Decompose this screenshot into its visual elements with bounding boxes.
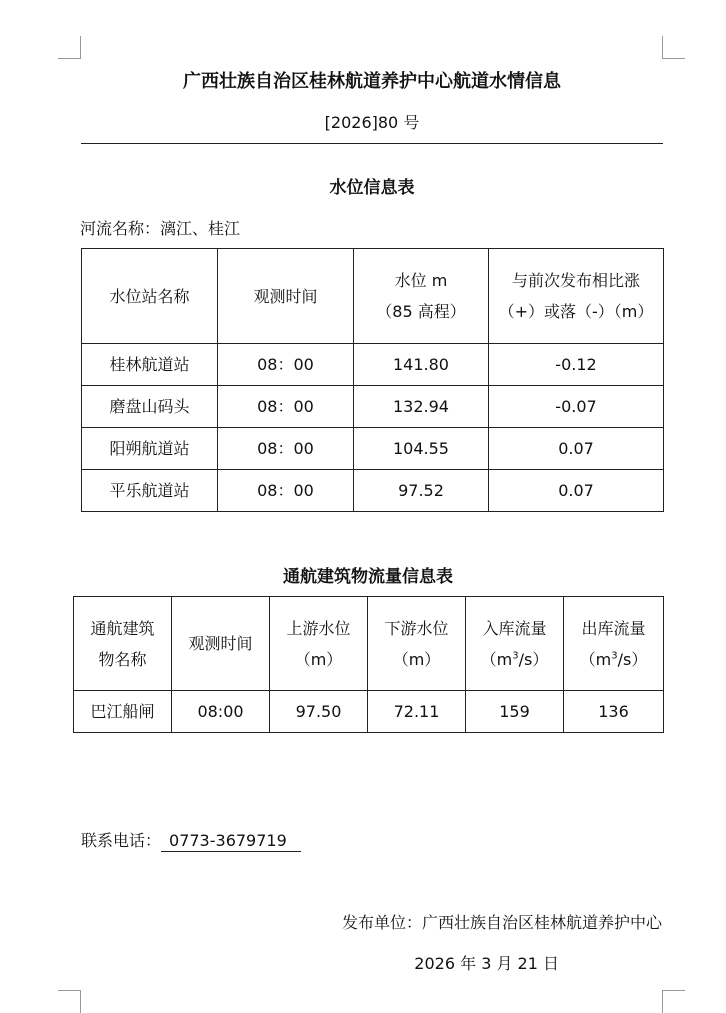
publisher-line: 发布单位：广西壮族自治区桂林航道养护中心 xyxy=(341,913,662,932)
header-level-line2: （85 高程） xyxy=(376,302,466,321)
header-time: 观测时间 xyxy=(218,249,354,344)
change-cell: -0.12 xyxy=(489,344,664,386)
header-outflow xyxy=(564,597,664,691)
header-upstream-line2: （m） xyxy=(294,649,343,669)
level-cell: 132.94 xyxy=(354,386,489,428)
station-cell: 桂林航道站 xyxy=(82,344,218,386)
station-cell: 阳朔航道站 xyxy=(82,428,218,470)
contact-label: 联系电话： xyxy=(81,831,162,850)
inflow-cell: 159 xyxy=(466,691,564,733)
header-inflow-line1: 入库流量 xyxy=(482,618,547,638)
river-name-label: 河流名称： xyxy=(80,219,161,238)
document-number: [2026]80 号 xyxy=(324,113,420,132)
header-station: 水位站名称 xyxy=(82,249,218,344)
page-corner-mark-top-left xyxy=(58,36,81,59)
flow-table-heading: 通航建筑物流量信息表 xyxy=(283,567,453,587)
time-cell: 08：00 xyxy=(218,428,354,470)
header-change-line2: （+）或落（-）（m） xyxy=(498,302,654,321)
table-row xyxy=(74,691,664,733)
river-name-value: 漓江、桂江 xyxy=(160,219,241,238)
unit-superscript: 3 xyxy=(611,650,618,662)
downstream-level-cell: 72.11 xyxy=(368,691,466,733)
level-cell: 104.55 xyxy=(354,428,489,470)
river-name-line xyxy=(80,216,240,239)
header-upstream-line1: 上游水位 xyxy=(286,618,351,638)
header-level xyxy=(354,249,489,344)
header-upstream-level xyxy=(270,597,368,691)
header-change xyxy=(489,249,664,344)
contact-phone: 0773-3679719 xyxy=(161,831,301,852)
header-downstream-level xyxy=(368,597,466,691)
change-cell: -0.07 xyxy=(489,386,664,428)
unit-suffix: /s） xyxy=(518,649,549,669)
time-cell: 08:00 xyxy=(172,691,270,733)
publish-date: 2026 年 3 月 21 日 xyxy=(414,954,559,973)
contact-line xyxy=(81,828,301,852)
time-cell: 08：00 xyxy=(218,386,354,428)
header-structure-name-line2: 物名称 xyxy=(98,649,147,669)
table-row xyxy=(82,470,664,512)
change-cell: 0.07 xyxy=(489,428,664,470)
table-header-row xyxy=(74,597,664,691)
level-cell: 97.52 xyxy=(354,470,489,512)
table-row xyxy=(82,386,664,428)
header-outflow-unit xyxy=(564,644,663,675)
header-inflow-unit xyxy=(466,644,563,675)
header-divider xyxy=(81,143,663,144)
header-level-line1: 水位 m xyxy=(394,271,448,290)
upstream-level-cell: 97.50 xyxy=(270,691,368,733)
header-downstream-line2: （m） xyxy=(392,649,441,669)
header-downstream-line1: 下游水位 xyxy=(384,618,449,638)
level-cell: 141.80 xyxy=(354,344,489,386)
header-structure-name-line1: 通航建筑 xyxy=(90,618,155,638)
water-table-heading: 水位信息表 xyxy=(329,178,415,198)
header-inflow xyxy=(466,597,564,691)
page-corner-mark-top-right xyxy=(662,36,685,59)
water-level-table xyxy=(81,248,664,512)
outflow-cell: 136 xyxy=(564,691,664,733)
time-cell: 08：00 xyxy=(218,344,354,386)
table-row xyxy=(82,428,664,470)
header-structure-name xyxy=(74,597,172,691)
structure-name-cell: 巴江船闸 xyxy=(74,691,172,733)
table-header-row xyxy=(82,249,664,344)
unit-prefix: （m xyxy=(579,649,612,669)
document-title: 广西壮族自治区桂林航道养护中心航道水情信息 xyxy=(183,71,561,92)
header-time: 观测时间 xyxy=(172,597,270,691)
station-cell: 平乐航道站 xyxy=(82,470,218,512)
unit-prefix: （m xyxy=(480,649,513,669)
time-cell: 08：00 xyxy=(218,470,354,512)
change-cell: 0.07 xyxy=(489,470,664,512)
table-row xyxy=(82,344,664,386)
unit-suffix: /s） xyxy=(617,649,648,669)
header-outflow-line1: 出库流量 xyxy=(581,618,646,638)
page-corner-mark-bottom-right xyxy=(662,990,685,1013)
station-cell: 磨盘山码头 xyxy=(82,386,218,428)
unit-superscript: 3 xyxy=(512,650,519,662)
header-change-line1: 与前次发布相比涨 xyxy=(511,271,640,290)
navigation-structure-flow-table xyxy=(73,596,664,733)
page-corner-mark-bottom-left xyxy=(58,990,81,1013)
